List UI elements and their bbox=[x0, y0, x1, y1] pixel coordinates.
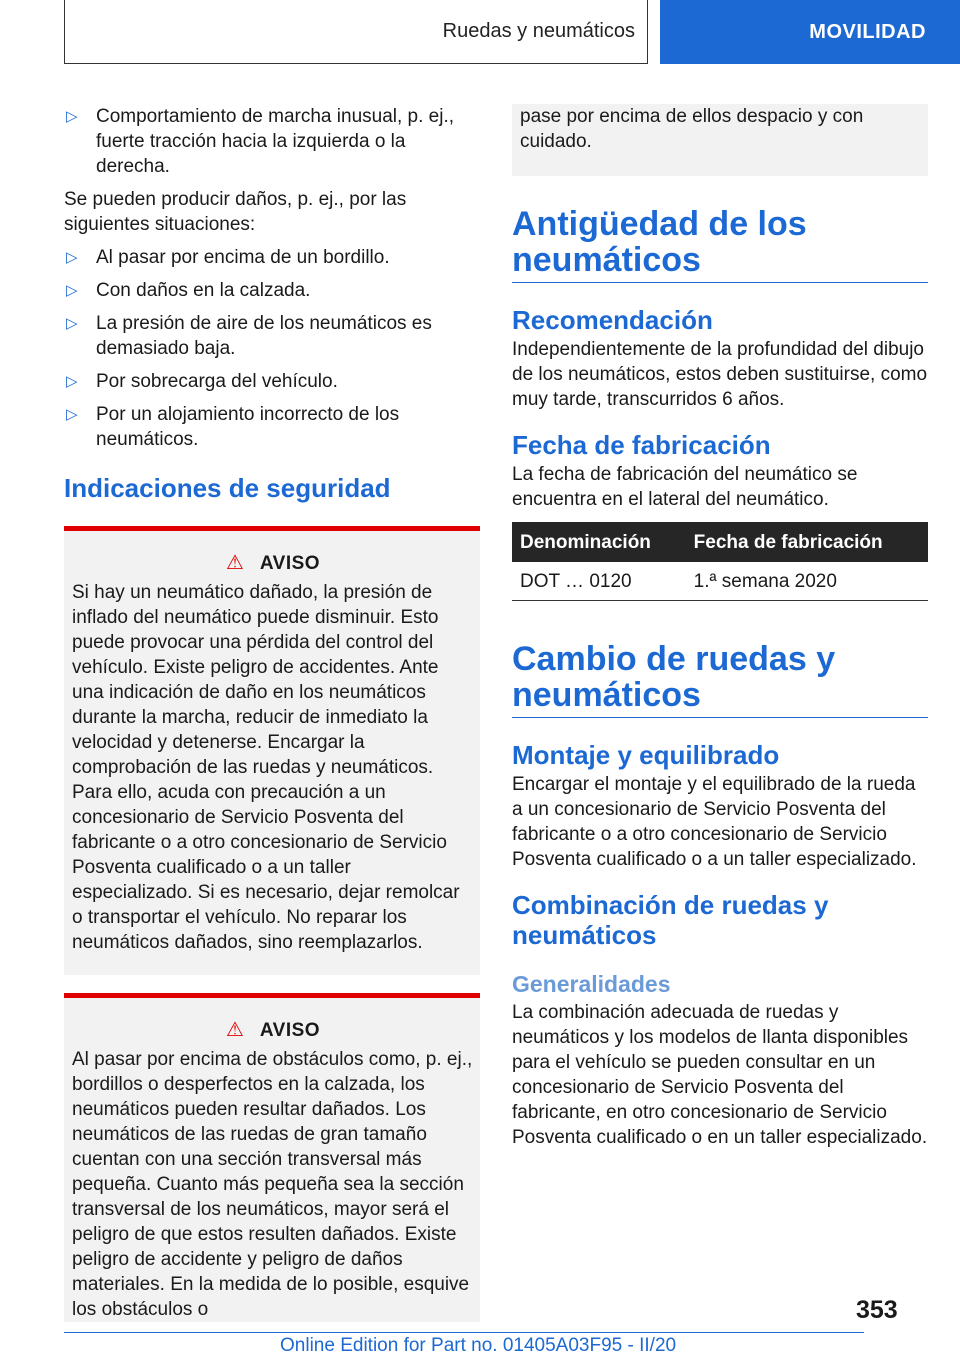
warning-box bbox=[64, 526, 480, 975]
heading-wheel-change: Cambio de ruedas y neumáticos bbox=[512, 641, 928, 718]
warning-text: Si hay un neumático dañado, la presión de inflado del neumático puede disminuir. Esto puede provocar una pérdida del control del vehículo. Existe peligro de accidentes. Ante una indicación de daño en los neumáticos durante la marcha, reducir de inmediato la velocidad y detenerse. Encargar la comprobación de las ruedas y neumáticos. Para ello, acuda con precaución a un concesionario de Servicio Posventa del fabricante o a otro concesionario de Servicio Posventa cualificado o a un taller especializado. Si es necesario, dejar remolcar o transportar el vehículo. No reparar los neumáticos dañados, sino reemplazarlos. bbox=[72, 582, 460, 953]
list-item: ▷ Por un alojamiento incorrecto de los neumáticos. bbox=[66, 404, 400, 450]
intro-paragraph: Se pueden producir daños, p. ej., por las siguientes situaciones: bbox=[64, 189, 407, 235]
left-column bbox=[64, 104, 480, 1322]
dot-table bbox=[512, 522, 928, 601]
warning-text: Al pasar por encima de obstáculos como, p. ej., bordillos o desperfectos en la calzada, los neumáticos pueden resultar dañados. Los neumáticos de las ruedas de gran tamaño cuentan con una sección transversal más pequeña. Cuanto más pequeña sea la sección transversal de los neumáticos, mayor será el peligro de que estos resulten dañados. Existe peligro de accidente y peligro de daños materiales. En la medida de lo posible, esquive los obstáculos o bbox=[72, 1049, 473, 1320]
warning-box bbox=[64, 993, 480, 1322]
list-item: ▷ La presión de aire de los neumáticos es demasiado baja. bbox=[66, 313, 432, 359]
warning-label: AVISO bbox=[259, 1020, 321, 1041]
table-header-row bbox=[512, 522, 928, 562]
table-header-cell: Denominación bbox=[512, 522, 686, 562]
bullet-triangle-icon: ▷ bbox=[66, 282, 78, 299]
list-item: ▷ Por sobrecarga del vehículo. bbox=[66, 371, 338, 392]
header-chapter-title: Ruedas y neumáticos bbox=[64, 0, 648, 64]
table-header-cell: Fecha de fabricación bbox=[686, 522, 928, 562]
mounting-paragraph: Encargar el montaje y el equilibrado de la rueda a un concesionario de Servicio Posventa del fabricante o a otro concesionario de Servicio Posventa cualificado o a un taller especializado. bbox=[512, 774, 917, 870]
right-column bbox=[512, 104, 928, 1158]
warning-header bbox=[72, 551, 474, 576]
heading-tire-age: Antigüedad de los neumáticos bbox=[512, 206, 928, 283]
heading-combination: Combinación de ruedas y neumáticos bbox=[512, 890, 829, 950]
recommendation-paragraph: Independientemente de la profundidad del dibujo de los neumáticos, estos deben sustituirse, como muy tarde, transcurridos 6 años. bbox=[512, 339, 928, 410]
heading-manufacture-date: Fecha de fabricación bbox=[512, 430, 771, 460]
bullet-triangle-icon: ▷ bbox=[66, 406, 78, 423]
warning-header bbox=[72, 1018, 474, 1043]
warning-continuation: pase por encima de ellos despacio y con cuidado. bbox=[512, 104, 928, 176]
bullet-triangle-icon: ▷ bbox=[66, 249, 78, 266]
table-row bbox=[512, 562, 928, 601]
warning-label: AVISO bbox=[259, 553, 321, 574]
bullet-triangle-icon: ▷ bbox=[66, 373, 78, 390]
list-item: ▷ Al pasar por encima de un bordillo. bbox=[66, 247, 390, 268]
safety-heading: Indicaciones de seguridad bbox=[64, 473, 391, 503]
footer-divider bbox=[64, 1332, 864, 1333]
heading-general: Generalidades bbox=[512, 971, 671, 997]
list-item: ▷ Con daños en la calzada. bbox=[66, 280, 311, 301]
bullet-triangle-icon: ▷ bbox=[66, 108, 78, 125]
table-cell: DOT … 0120 bbox=[512, 562, 686, 601]
heading-mounting: Montaje y equilibrado bbox=[512, 740, 780, 770]
bullet-triangle-icon: ▷ bbox=[66, 315, 78, 332]
heading-recommendation: Recomendación bbox=[512, 305, 713, 335]
page-number: 353 bbox=[856, 1296, 898, 1324]
header-section-tab: MOVILIDAD bbox=[660, 0, 960, 64]
manufacture-date-paragraph: La fecha de fabricación del neumático se encuentra en el lateral del neumático. bbox=[512, 464, 858, 510]
general-paragraph: La combinación adecuada de ruedas y neumáticos y los modelos de llanta disponibles para el vehículo se pueden consultar en un concesionario de Servicio Posventa del fabricante, en otro concesionario de Servicio Posventa cualificado o en un taller especializado. bbox=[512, 1002, 928, 1148]
warning-triangle-icon: ⚠ bbox=[225, 1019, 244, 1041]
warning-triangle-icon: ⚠ bbox=[225, 552, 244, 574]
table-cell: 1.ª semana 2020 bbox=[686, 562, 928, 601]
footer-edition: Online Edition for Part no. 01405A03F95 - II/20 bbox=[280, 1335, 677, 1356]
list-item: ▷ Comportamiento de marcha inusual, p. ej., fuerte tracción hacia la izquierda o la derecha. bbox=[66, 106, 455, 177]
